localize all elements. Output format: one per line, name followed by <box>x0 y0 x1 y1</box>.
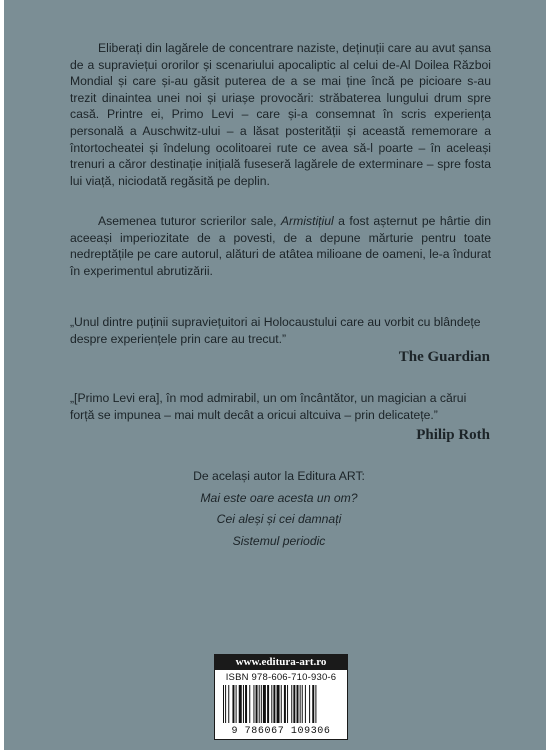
barcode-panel <box>214 670 348 740</box>
review-quote-1: „Unul dintre puținii supraviețuitori ai Holocaustului care au vorbit cu blândețe despre experiențele prin care au trecut.” <box>70 315 481 346</box>
other-book-title: Mai este oare acesta un om? <box>200 490 358 505</box>
review-quote-2: „[Primo Levi era], în mod admirabil, un om încântător, un magician a cărui forță se impunea – mai mult decât a oricui altcuiva – prin delicatețe.” <box>70 391 467 422</box>
barcode-block <box>214 654 348 740</box>
review-source-1: The Guardian <box>398 349 490 365</box>
other-books-heading: De același autor la Editura ART: <box>193 469 365 483</box>
barcode-digits: 9 786067 109306 <box>231 726 331 737</box>
back-cover <box>4 0 546 750</box>
blurb-paragraph-1: Eliberați din lagărele de concentrare naziste, deținuții care au avut șansa de a supraviețui ororilor și scenariului apocaliptic al celui de-Al Doilea Război Mondial și care și-au găsit puterea de a se mai ține încă pe picioare s-au trezit dinaintea unei noi și uriașe provocări: străbaterea lungului drum spre casă. Printre ei, Primo Levi – care și-a consemnat în scris experiența personală a Auschwitz-ului – a lăsat posterității și această rememorare a întortocheatei și îndelung ocolitoarei rute ce avea să-l poarte – în aceleași trenuri a căror destinație inițială fuseseră lagărele de exterminare – spre fosta lui viață, niciodată regăsită pe deplin. <box>70 41 491 188</box>
publisher-website: www.editura-art.ro <box>214 654 348 670</box>
book-title-inline: Armistițiul <box>280 214 334 228</box>
other-book-title: Sistemul periodic <box>232 533 326 548</box>
barcode-bars <box>223 685 341 723</box>
review-source-2: Philip Roth <box>416 427 490 443</box>
blurb-paragraph-2-lead: Asemenea tuturor scrierilor sale, <box>98 214 281 228</box>
blurb-paragraph-2 <box>70 213 491 279</box>
other-books-list <box>154 466 404 552</box>
blurb-paragraph-2-rest: a fost așternut pe hârtie din aceeași imperiozitate de a povesti, de a depune mărturie pentru toate nedreptățile pe care autorul, alături de atâtea milioane de oameni, le-a îndurat în experimentul abrutizării. <box>70 214 491 278</box>
isbn-label: ISBN 978-606-710-930-6 <box>225 672 337 683</box>
other-book-title: Cei aleși și cei damnați <box>216 512 342 526</box>
